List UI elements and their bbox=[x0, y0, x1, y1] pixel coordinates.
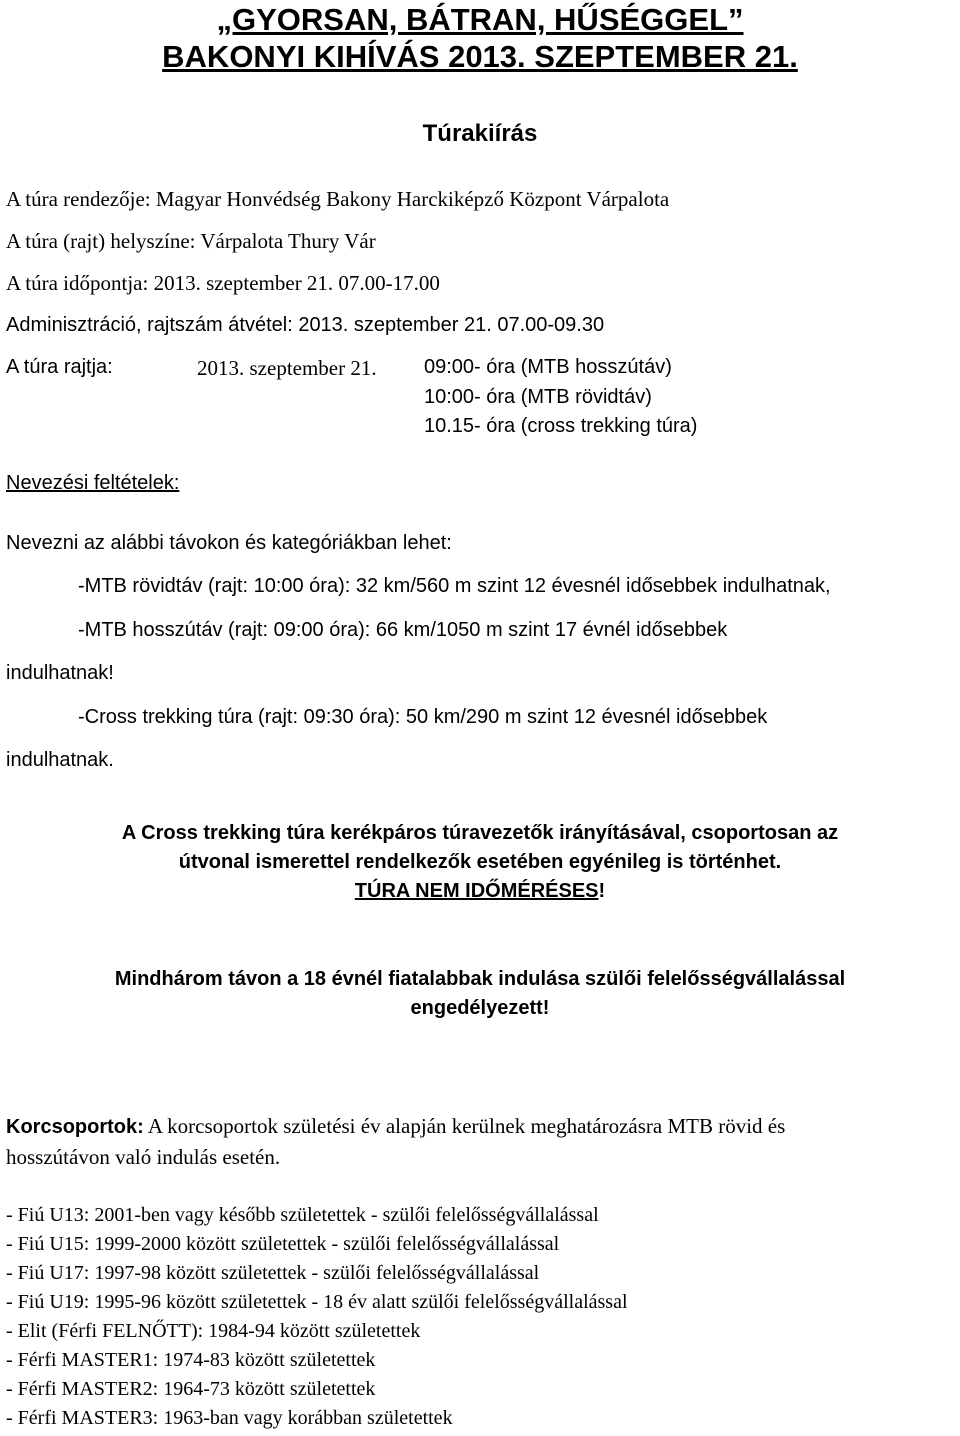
document-title-line1: „GYORSAN, BÁTRAN, HŰSÉGGEL” bbox=[216, 2, 744, 37]
date-line: A túra időpontja: 2013. szeptember 21. 07.00-17.00 bbox=[6, 271, 440, 295]
admin-line: Adminisztráció, rajtszám átvétel: 2013. szeptember 21. 07.00-09.30 bbox=[6, 314, 605, 336]
age-group-item: - Fiú U17: 1997-98 között születettek - szülői felelősségvállalással bbox=[6, 1262, 540, 1284]
age-group-item: - Fiú U19: 1995-96 között születettek - 18 év alatt szülői felelősségvállalással bbox=[6, 1291, 628, 1313]
age-group-item: - Férfi MASTER3: 1963-ban vagy korábban születettek bbox=[6, 1407, 453, 1429]
entry-intro: Nevezni az alábbi távokon és kategóriákban lehet: bbox=[6, 532, 452, 554]
age-group-item: - Elit (Férfi FELNŐTT): 1984-94 között születettek bbox=[6, 1320, 421, 1342]
notice-line2: útvonal ismerettel rendelkezők esetében egyénileg is történhet. bbox=[178, 851, 782, 873]
age-groups-intro-cont: hosszútávon való indulás esetén. bbox=[6, 1145, 281, 1169]
no-timing-text: TÚRA NEM IDŐMÉRÉSES bbox=[354, 880, 599, 902]
entry-mtb-long-cont: indulhatnak! bbox=[6, 662, 114, 684]
age-group-item: - Fiú U13: 2001-ben vagy később születettek - szülői felelősségvállalással bbox=[6, 1204, 599, 1226]
age-groups-intro-text: A korcsoportok születési év alapján kerülnek meghatározásra MTB rövid és bbox=[143, 1114, 786, 1138]
start-time-cross: 10.15- óra (cross trekking túra) bbox=[424, 415, 698, 437]
entry-mtb-short: -MTB rövidtáv (rajt: 10:00 óra): 32 km/560 m szint 12 évesnél idősebbek indulhatnak, bbox=[78, 575, 831, 597]
parental-line2: engedélyezett! bbox=[410, 997, 550, 1019]
start-label: A túra rajtja: bbox=[6, 356, 113, 378]
parental-line1: Mindhárom távon a 18 évnél fiatalabbak indulása szülői felelősségvállalással bbox=[114, 968, 846, 990]
age-groups-intro bbox=[6, 1114, 785, 1139]
document-subtitle: Túrakiírás bbox=[422, 120, 538, 147]
age-group-item: - Fiú U15: 1999-2000 között születettek - szülői felelősségvállalással bbox=[6, 1233, 560, 1255]
start-time-mtb-long: 09:00- óra (MTB hosszútáv) bbox=[424, 356, 672, 378]
age-group-item: - Férfi MASTER1: 1974-83 között születettek bbox=[6, 1349, 376, 1371]
start-date: 2013. szeptember 21. bbox=[197, 356, 377, 380]
no-timing-suffix: ! bbox=[598, 880, 606, 902]
entry-mtb-long: -MTB hosszútáv (rajt: 09:00 óra): 66 km/1050 m szint 17 évnél idősebbek bbox=[78, 619, 728, 641]
entry-heading: Nevezési feltételek: bbox=[6, 472, 180, 494]
location-line: A túra (rajt) helyszíne: Várpalota Thury Vár bbox=[6, 229, 376, 253]
notice-line3 bbox=[0, 880, 960, 903]
notice-line1: A Cross trekking túra kerékpáros túravezetők irányításával, csoportosan az bbox=[121, 822, 839, 844]
age-groups-label: Korcsoportok: bbox=[6, 1116, 144, 1138]
age-group-item: - Férfi MASTER2: 1964-73 között születettek bbox=[6, 1378, 376, 1400]
entry-cross-cont: indulhatnak. bbox=[6, 749, 114, 771]
organizer-line: A túra rendezője: Magyar Honvédség Bakony Harckiképző Központ Várpalota bbox=[6, 187, 670, 211]
entry-cross: -Cross trekking túra (rajt: 09:30 óra): 50 km/290 m szint 12 évesnél idősebbek bbox=[78, 706, 768, 728]
start-time-mtb-short: 10:00- óra (MTB rövidtáv) bbox=[424, 386, 652, 408]
document-title-line2: BAKONYI KIHÍVÁS 2013. SZEPTEMBER 21. bbox=[162, 39, 798, 74]
